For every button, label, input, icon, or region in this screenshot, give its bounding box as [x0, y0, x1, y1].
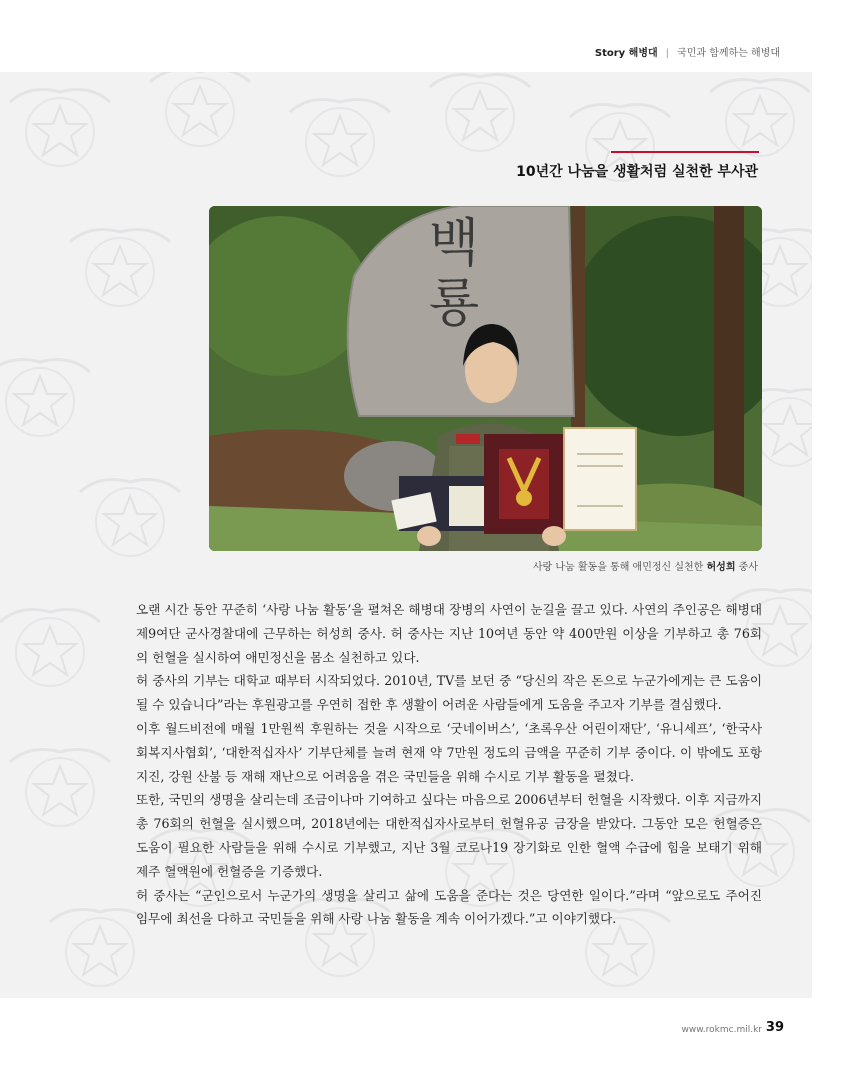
- article-paragraph: 허 중사의 기부는 대학교 때부터 시작되었다. 2010년, TV를 보던 중 “당신의 작은 돈으로 누군가에게는 큰 도움이 될 수 있습니다”라는 후원광고를 우연히 접한 후 생활이 어려운 사람들에게 도움을 주고자 기부를 결심했다.: [136, 673, 762, 713]
- article-paragraph: 이후 월드비전에 매월 1만원씩 후원하는 것을 시작으로 ‘굿네이버스’, ‘초록우산 어린이재단’, ‘유니세프’, ‘한국사회복지사협회’, ‘대한적십자사’ 기부단체를 늘려 현재 약 7만원 정도의 금액을 꾸준히 기부 중이다. 이 밖에도 포항 지진, 강원 산불 등 재해 재난으로 어려움을 겪은 국민들을 위해 수시로 기부 활동을 펼쳤다.: [136, 720, 762, 784]
- caption-text: 사랑 나눔 활동을 통해 애민정신 실천한: [532, 562, 707, 573]
- photo-illustration: [209, 206, 762, 551]
- caption-name: 허성희: [706, 562, 736, 573]
- article-paragraph: 허 중사는 “군인으로서 누군가의 생명을 살리고 삶에 도움을 준다는 것은 당연한 일이다.”라며 “앞으로도 주어진 임무에 최선을 다하고 국민들을 위해 사랑 나눔 활동을 계속 이어가겠다.”고 이야기했다.: [136, 887, 762, 927]
- running-header: [595, 44, 780, 59]
- stone-text-baek: 백: [428, 214, 480, 274]
- magazine-section-brand: Story 해병대: [594, 48, 658, 59]
- article-photo: [209, 206, 762, 551]
- article-body: [136, 598, 762, 931]
- stone-text-ryong: 룡: [428, 274, 480, 334]
- footer-url: www.rokmc.mil.kr: [681, 1025, 762, 1035]
- article-kicker: 10년간 나눔을 생활처럼 실천한 부사관: [516, 164, 758, 180]
- caption-rank: 중사: [735, 562, 758, 573]
- article-paragraph: 오랜 시간 동안 꾸준히 ‘사랑 나눔 활동’을 펼쳐온 해병대 장병의 사연이 눈길을 끌고 있다. 사연의 주인공은 해병대 제9여단 군사경찰대에 근무하는 허성희 중사. 허 중사는 지난 10여년 동안 약 400만원 이상을 기부하고 총 76회의 헌혈을 실시하여 애민정신을 몸소 실천하고 있다.: [136, 602, 762, 665]
- kicker-rule: [611, 151, 759, 153]
- page-number: 39: [765, 1020, 784, 1035]
- header-section-title: 국민과 함께하는 해병대: [677, 48, 780, 59]
- article-paragraph: 또한, 국민의 생명을 살리는데 조금이나마 기여하고 싶다는 마음으로 2006년부터 헌혈을 시작했다. 이후 지금까지 총 76회의 헌혈을 실시했으며, 2018년에는 대한적십자사로부터 헌혈유공 금장을 받았다. 그동안 모은 헌혈증은 도움이 필요한 사람들을 위해 수시로 기부했고, 지난 3월 코로나19 장기화로 인한 혈액 수급에 힘을 보태기 위해 제주 혈액원에 헌혈증을 기증했다.: [136, 792, 762, 879]
- photo-caption: [533, 558, 758, 573]
- header-separator: |: [665, 48, 670, 59]
